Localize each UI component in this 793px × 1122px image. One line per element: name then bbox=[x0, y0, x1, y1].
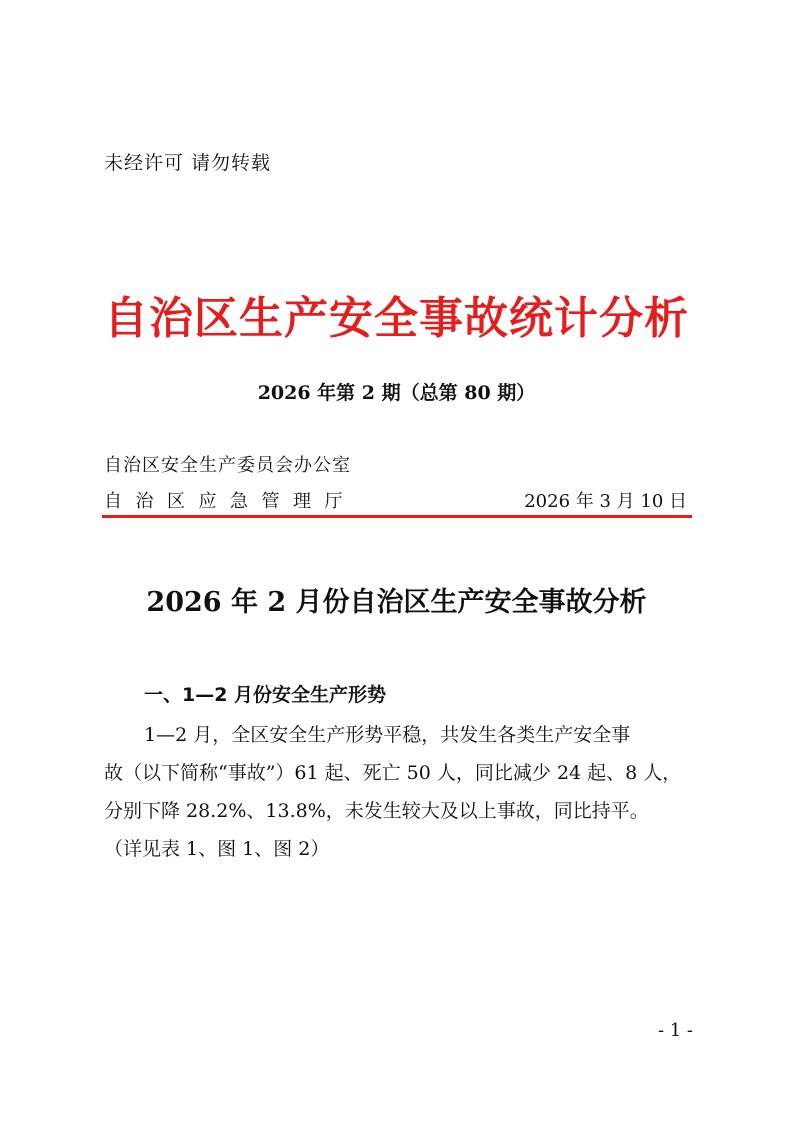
document-title: 2026 年 2 月份自治区生产安全事故分析 bbox=[146, 587, 647, 618]
issue-date: 2026 年 3 月 10 日 bbox=[524, 491, 687, 512]
body-line: 1—2 月，全区安全生产形势平稳，共发生各类生产安全事 bbox=[144, 724, 631, 746]
page-number: - 1 - bbox=[657, 1020, 693, 1041]
section-body bbox=[104, 716, 694, 868]
issue-number: 2026 年第 2 期（总第 80 期） bbox=[257, 382, 536, 404]
body-line: 故（以下简称“事故”）61 起、死亡 50 人，同比减少 24 起、8 人， bbox=[104, 762, 682, 784]
reprint-notice: 未经许可 请勿转载 bbox=[104, 152, 272, 174]
red-divider bbox=[102, 515, 692, 518]
section-heading: 一、1—2 月份安全生产形势 bbox=[144, 684, 387, 706]
masthead-title: 自治区生产安全事故统计分析 bbox=[104, 293, 689, 344]
body-line: （详见表 1、图 1、图 2） bbox=[104, 838, 330, 860]
body-line: 分别下降 28.2%、13.8%，未发生较大及以上事故，同比持平。 bbox=[104, 800, 649, 822]
issuer-department: 自治区应急管理厅 bbox=[104, 491, 356, 512]
issuer-office: 自治区安全生产委员会办公室 bbox=[104, 455, 351, 476]
